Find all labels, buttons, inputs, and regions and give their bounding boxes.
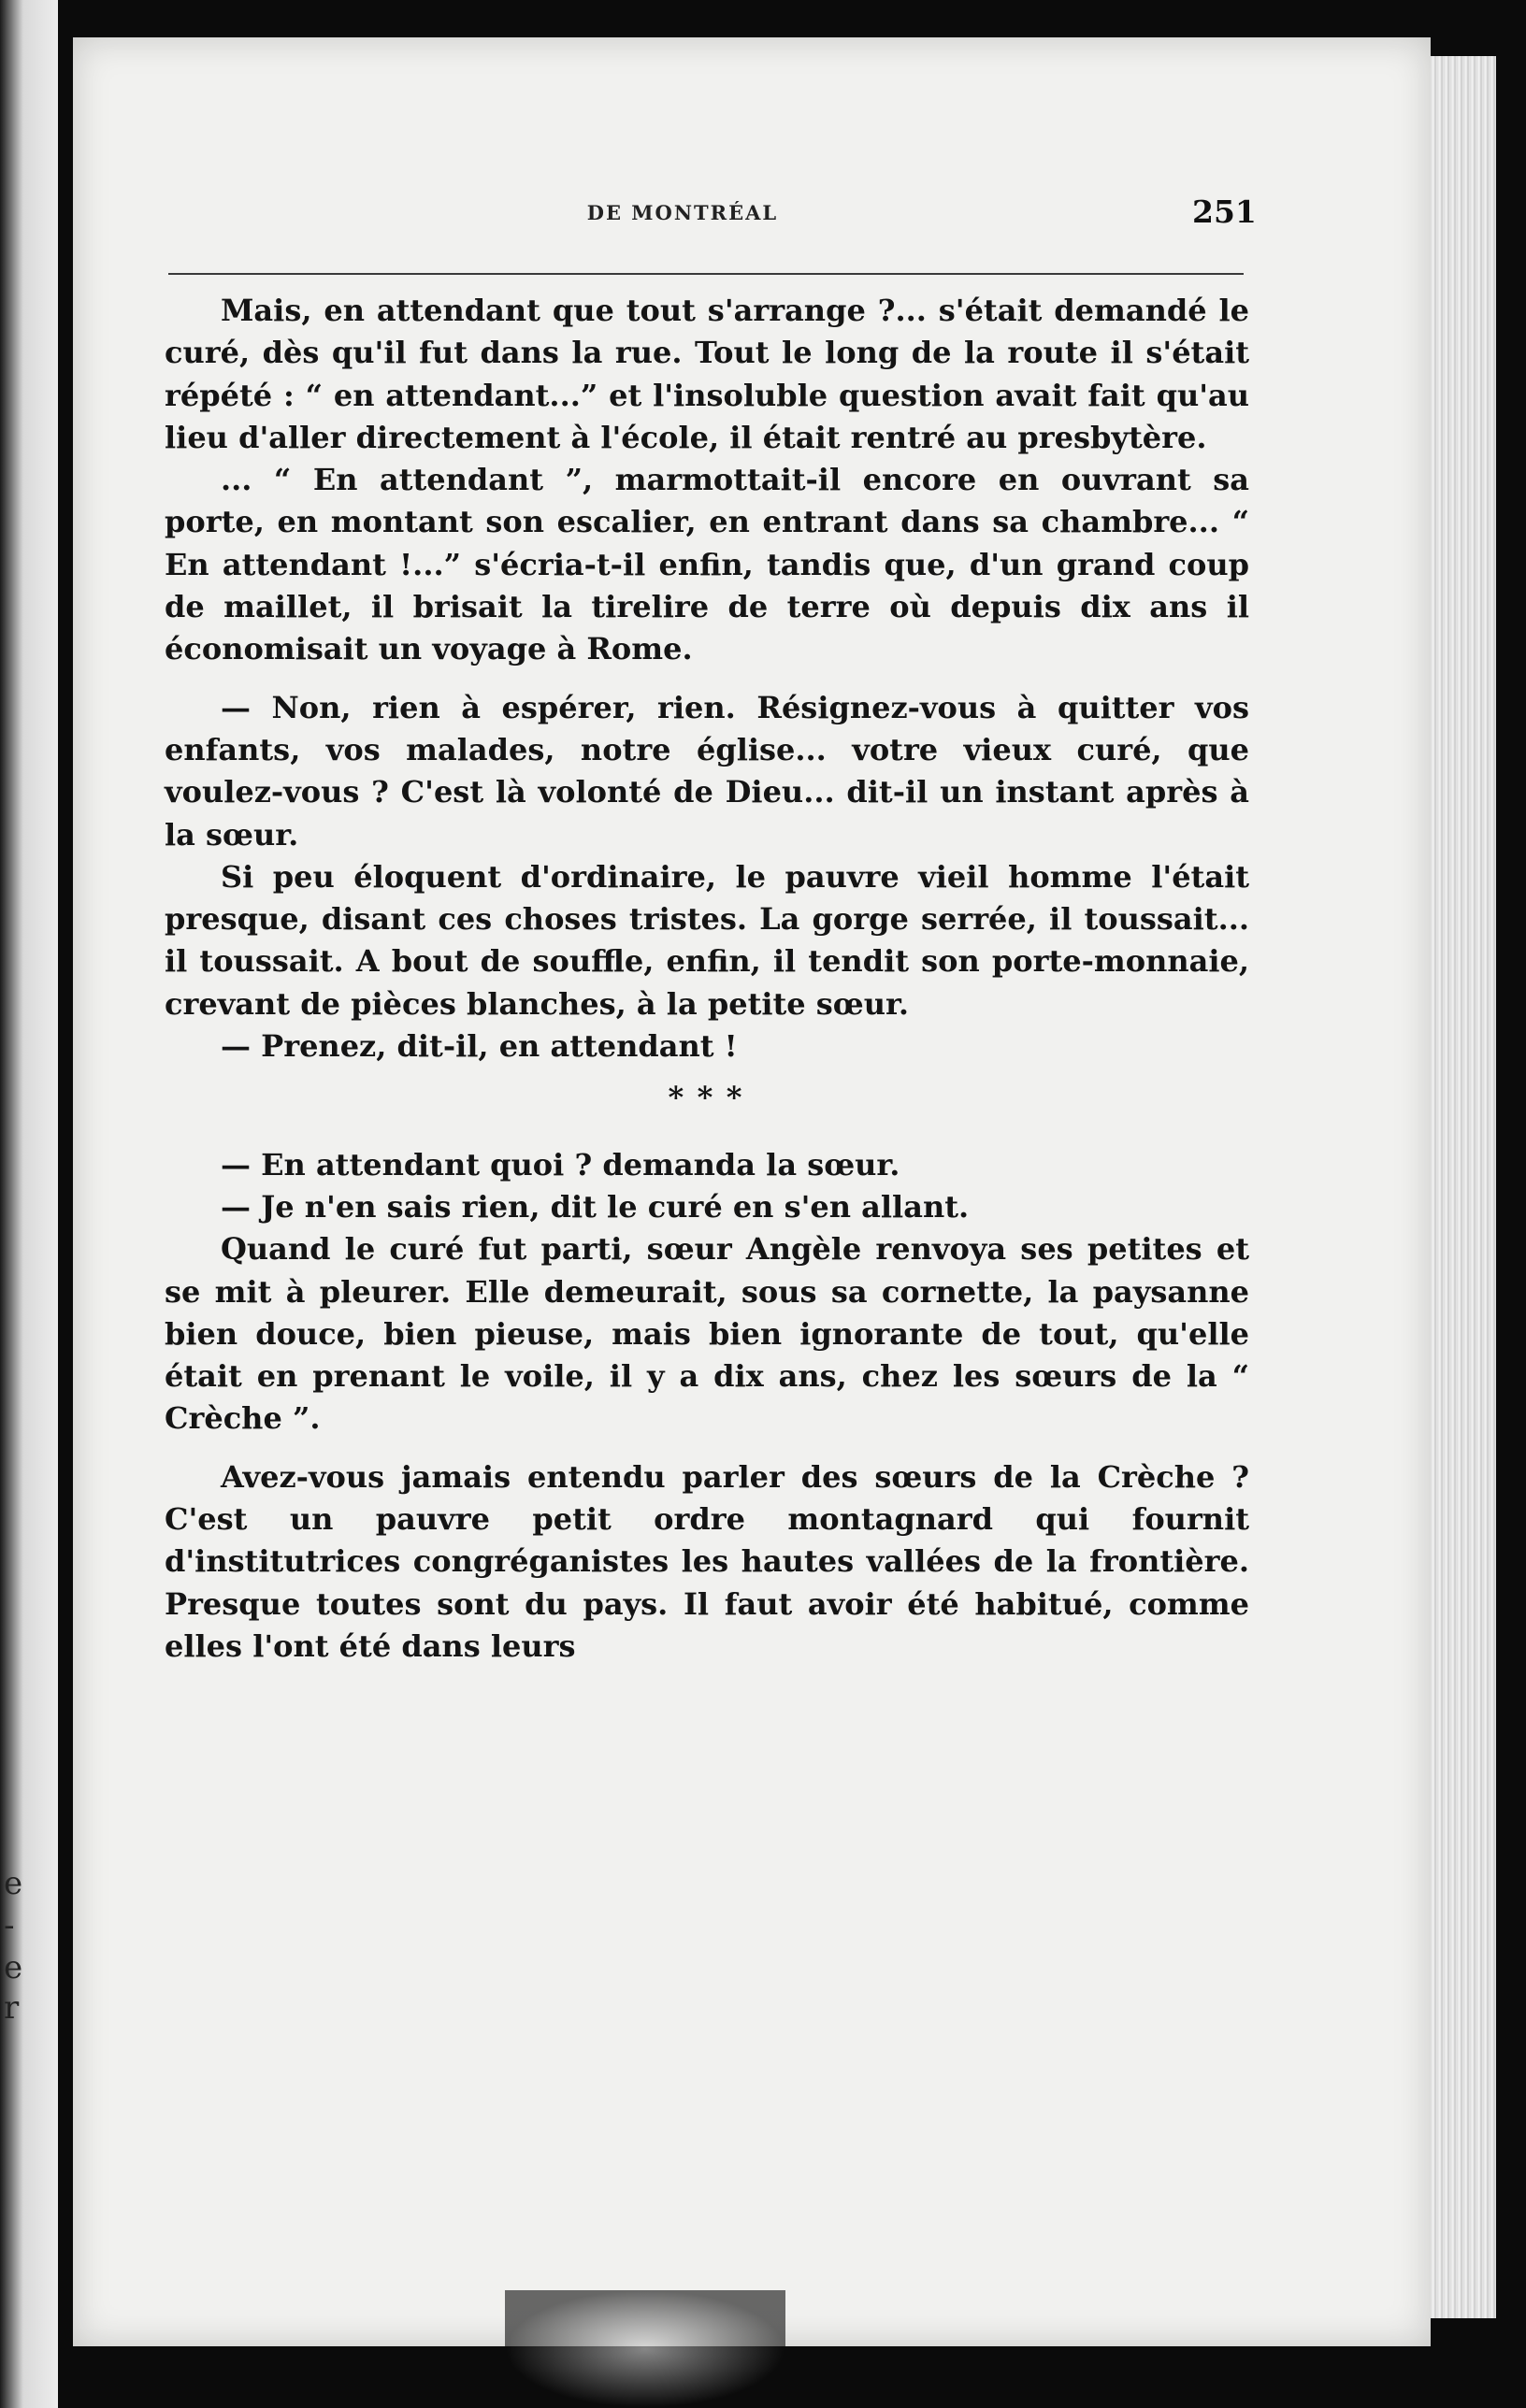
paragraph: — Prenez, dit-il, en attendant ! xyxy=(221,1028,738,1065)
scan-background xyxy=(505,2290,785,2408)
facing-page-fragment: e xyxy=(4,1949,23,1986)
facing-page-edge xyxy=(0,0,58,2408)
facing-page-fragment: r xyxy=(4,1989,20,2027)
body-text xyxy=(165,290,1249,1668)
paragraph: Mais, en attendant que tout s'arrange ?... s'était demandé le curé, dès qu'il fut dans la rue. Tout le long de la route il s'était répété : “ en attendant...” et l'insoluble question avait fait qu'au lieu d'aller directement à l'école, il était rentré au presbytère. xyxy=(165,293,1249,455)
facing-page-fragment: - xyxy=(4,1907,15,1944)
section-separator: * * * xyxy=(668,1080,746,1116)
header-rule xyxy=(168,273,1244,275)
page-stack-edge xyxy=(1431,56,1496,2318)
facing-page-fragment: e xyxy=(4,1865,23,1902)
paragraph: — Je n'en sais rien, dit le curé en s'en allant. xyxy=(221,1188,970,1225)
paragraph: Avez-vous jamais entendu parler des sœurs de la Crèche ? C'est un pauvre petit ordre montagnard qui fournit d'institutrices congréganistes les hautes vallées de la frontière. Presque toutes sont du pays. Il faut avoir été habitué, comme elles l'ont été dans leurs xyxy=(165,1458,1249,1664)
page-number: 251 xyxy=(1192,194,1257,230)
paragraph: — Non, rien à espérer, rien. Résignez-vous à quitter vos enfants, vos malades, notre église... votre vieux curé, que voulez-vous ? C'est là volonté de Dieu... dit-il un instant après à la sœur. xyxy=(165,689,1249,853)
paragraph: ... “ En attendant ”, marmottait-il encore en ouvrant sa porte, en montant son escalier, en entrant dans sa chambre... “ En attendant !...” s'écria-t-il enfin, tandis que, d'un grand coup de maillet, il brisait la tirelire de terre où depuis dix ans il économisait un voyage à Rome. xyxy=(165,462,1249,667)
paragraph: Quand le curé fut parti, sœur Angèle renvoya ses petites et se mit à pleurer. Elle demeurait, sous sa cornette, la paysanne bien douce, bien pieuse, mais bien ignorante de tout, qu'elle était en prenant le voile, il y a dix ans, chez les sœurs de la “ Crèche ”. xyxy=(165,1231,1249,1437)
running-head: DE MONTRÉAL xyxy=(586,201,779,224)
paragraph: — En attendant quoi ? demanda la sœur. xyxy=(221,1146,900,1182)
paragraph: Si peu éloquent d'ordinaire, le pauvre vieil homme l'était presque, disant ces choses tristes. La gorge serrée, il toussait... il toussait. A bout de souffle, enfin, il tendit son porte-monnaie, crevant de pièces blanches, à la petite sœur. xyxy=(165,858,1249,1022)
